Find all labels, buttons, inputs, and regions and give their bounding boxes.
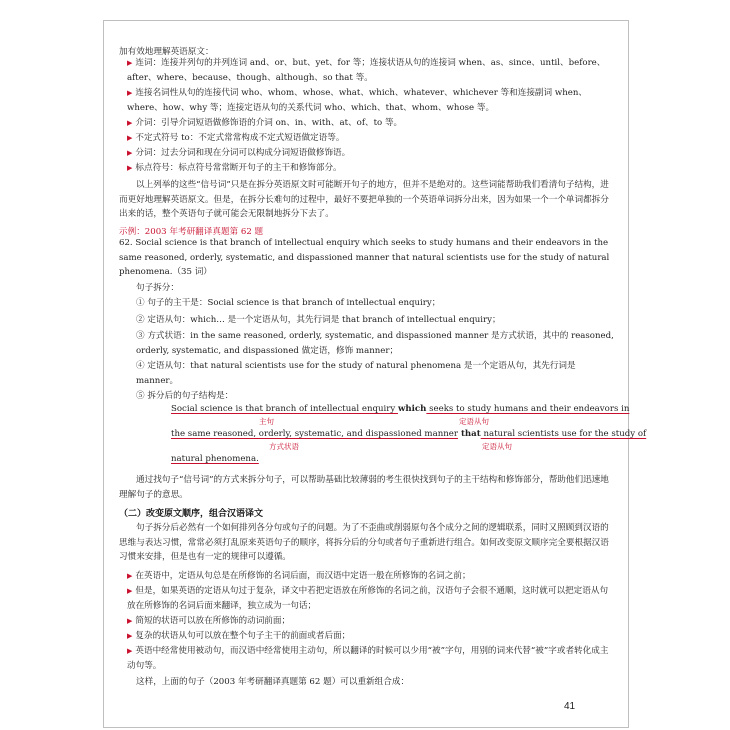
triangle-bullet-icon: ▶ (127, 119, 133, 127)
diagram-line-3: natural phenomena. (171, 454, 259, 464)
bullet-infinitive: ▶ 不定式符号 to：不定式常常构成不定式短语做定语等。 (127, 133, 345, 143)
triangle-bullet-icon: ▶ (127, 572, 133, 580)
triangle-bullet-icon: ▶ (127, 617, 133, 625)
split-title: 句子拆分： (136, 283, 179, 293)
paragraph-signal-words: 以上列举的这些“信号词”只是在拆分英语原文时可能断开句子的地方，但并不是绝对的。这些词能帮助我们看清句子结构，进而更好地理解英语原文。但是，在拆分长难句的过程中，最好不要把单独的一个英语单词拆分出来，因为如果一个一个单词都拆分出来的话，整个英语句子就可能会无限制地拆分下去了。 (119, 180, 609, 220)
label-manner-adverbial: 方式状语 (269, 442, 299, 451)
example-sentence: 62. Social science is that branch of intellectual enquiry which seeks to study humans and their endeavors in the same reasoned, orderly, systematic, and dispassioned manner that natural scientists use for the study of natural phenomena.（35 词） (119, 238, 610, 278)
bullet-prepositions: ▶ 介词：引导介词短语做修饰语的介词 on、in、with、at、of、to 等。 (127, 118, 403, 128)
paragraph-reorder: 句子拆分后必然有一个如何排列各分句或句子的问题。为了不歪曲或削弱原句各个成分之间的逻辑联系，同时又照顾到汉语的思维与表达习惯，常常必须打乱原来英语句子的顺序，将拆分后的分句或者句子重新进行组合。如何改变原文顺序完全要根据汉语习惯来安排，但是也有一定的规律可以遵循。 (119, 523, 609, 563)
bullet-participle: ▶ 分词：过去分词和现在分词可以构成分词短语做修饰语。 (127, 148, 351, 158)
triangle-bullet-icon: ▶ (127, 59, 133, 67)
label-attributive-clause-2: 定语从句 (482, 442, 512, 451)
paragraph-recombine: 这样，上面的句子（2003 年考研翻译真题第 62 题）可以重新组合成： (136, 677, 410, 687)
label-main-clause: 主句 (259, 417, 274, 426)
triangle-bullet-icon: ▶ (127, 89, 133, 97)
split-item-2: ② 定语从句：which… 是一个定语从句，其先行词是 that branch of intellectual enquiry； (136, 315, 501, 325)
split-item-1: ① 句子的主干是：Social science is that branch of intellectual enquiry； (136, 298, 441, 308)
split-item-5: ⑤ 拆分后的句子结构是： (136, 391, 234, 401)
section-heading: （二）改变原文顺序，组合汉语译文 (119, 509, 264, 519)
bullet-complex-adverbial: ▶ 复杂的状语从句可以放在整个句子主干的前面或者后面； (127, 631, 351, 641)
bullet-complex-attr: ▶ 但是，如果英语的定语从句过于复杂，译文中若把定语放在所修饰的名词之前，汉语句子会很不通顺，这时就可以把定语从句放在所修饰的名词后面来翻译，独立成为一句话； (127, 586, 609, 611)
label-attributive-clause-1: 定语从句 (459, 417, 489, 426)
example-label: 示例：2003 年考研翻译真题第 62 题 (119, 227, 264, 237)
triangle-bullet-icon: ▶ (127, 587, 133, 595)
bullet-punctuation: ▶ 标点符号：标点符号常常断开句子的主干和修饰部分。 (127, 163, 342, 173)
page-number: 41 (564, 701, 576, 712)
bullet-conjunctions: ▶ 连词：连接并列句的并列连词 and、or、but、yet、for 等；连接状语从句的连接词 when、as、since、until、before、after、where、because、though、although、so that 等。 (127, 58, 606, 83)
split-item-3: ③ 方式状语：in the same reasoned, orderly, systematic, and dispassioned manner 是方式状语，其中的 reasoned, orderly, systematic, and dispassioned 做定语，修饰 manner； (136, 331, 614, 356)
diagram-line-1: Social science is that branch of intellectual enquiry which seeks to study humans and their endeavors in (171, 404, 630, 414)
bullet-pronouns: ▶ 连接名词性从句的连接代词 who、whom、whose、what、which、whatever、whichever 等和连接副词 when、where、how、why 等；连接定语从句的关系代词 who、which、that、whom、whose 等。 (127, 88, 587, 113)
intro-line: 加有效地理解英语原文： (119, 47, 214, 57)
split-item-4: ④ 定语从句：that natural scientists use for the study of natural phenomena 是一个定语从句，其先行词是 manner。 (136, 361, 576, 386)
triangle-bullet-icon: ▶ (127, 149, 133, 157)
diagram-line-2: the same reasoned, orderly, systematic, and dispassioned manner that natural scientists use for the study of (171, 429, 647, 439)
paragraph-signal-method: 通过找句子“信号词”的方式来拆分句子，可以帮助基础比较薄弱的考生很快找到句子的主干结构和修饰部分，帮助他们迅速地理解句子的意思。 (119, 475, 609, 500)
book-page (103, 20, 647, 728)
bullet-attr-before: ▶ 在英语中，定语从句总是在所修饰的名词后面，而汉语中定语一般在所修饰的名词之前； (127, 571, 471, 581)
bullet-passive: ▶ 英语中经常使用被动句，而汉语中经常使用主动句，所以翻译的时候可以少用“被”字句，用别的词来代替“被”字或者转化成主动句等。 (127, 646, 609, 671)
triangle-bullet-icon: ▶ (127, 134, 133, 142)
triangle-bullet-icon: ▶ (127, 647, 133, 655)
bullet-short-adverbial: ▶ 简短的状语可以放在所修饰的动词前面； (127, 616, 291, 626)
triangle-bullet-icon: ▶ (127, 164, 133, 172)
triangle-bullet-icon: ▶ (127, 632, 133, 640)
